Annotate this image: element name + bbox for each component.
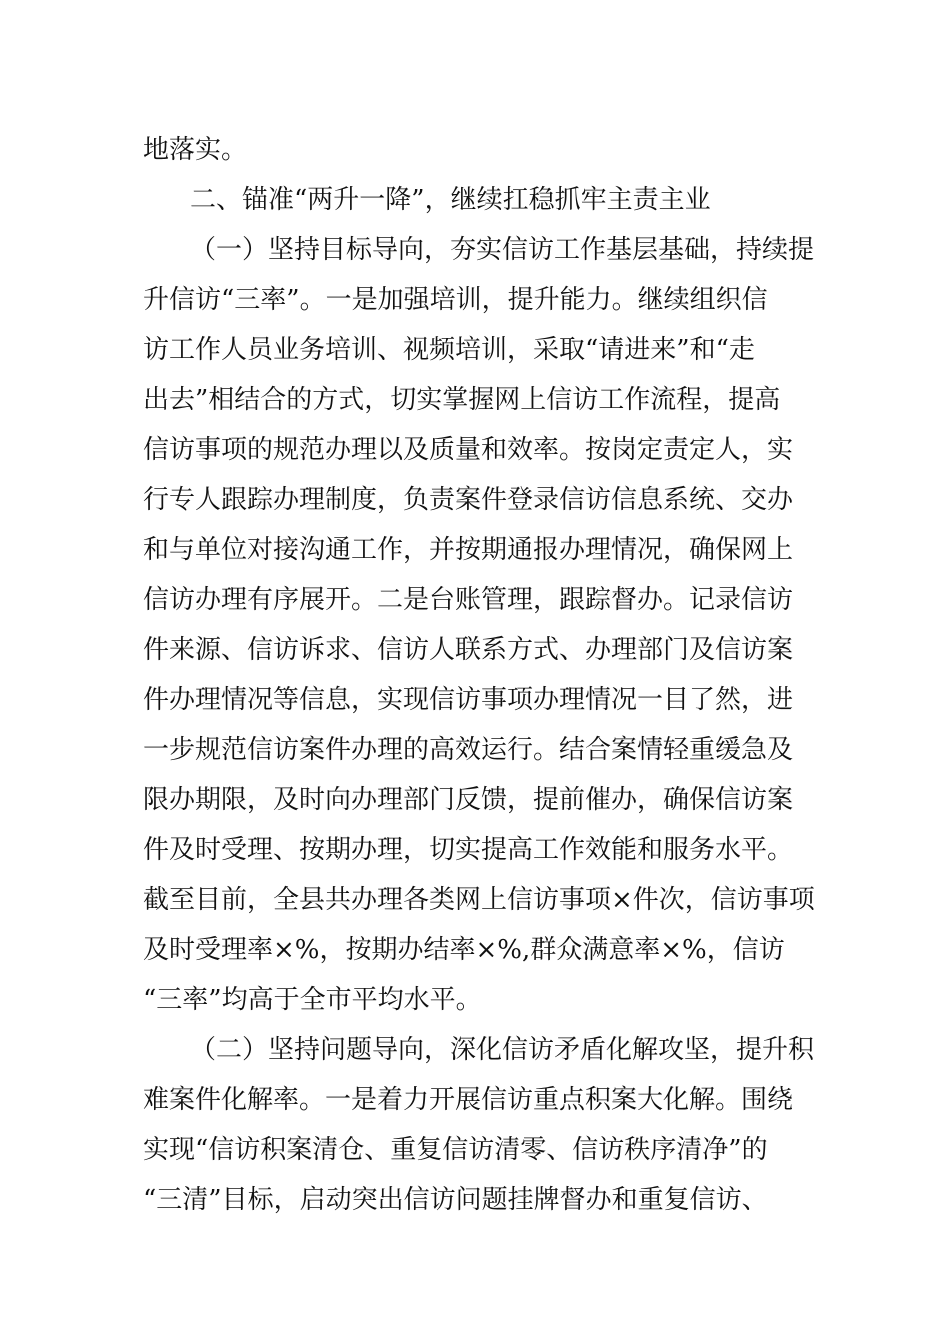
text-line-3: （一）坚持目标导向，夯实信访工作基层基础，持续提 bbox=[190, 235, 815, 265]
text-line-17: 及时受理率×%，按期办结率×%,群众满意率×%，信访 bbox=[143, 935, 785, 965]
text-line-10: 信访办理有序展开。二是台账管理，跟踪督办。记录信访 bbox=[143, 585, 794, 615]
text-line-11: 件来源、信访诉求、信访人联系方式、办理部门及信访案 bbox=[143, 635, 794, 665]
text-line-22: “三清”目标，启动突出信访问题挂牌督办和重复信访、 bbox=[143, 1185, 768, 1215]
text-line-15: 件及时受理、按期办理，切实提高工作效能和服务水平。 bbox=[143, 835, 794, 865]
text-line-16: 截至目前，全县共办理各类网上信访事项×件次，信访事项 bbox=[143, 885, 815, 915]
text-line-9: 和与单位对接沟通工作，并按期通报办理情况，确保网上 bbox=[143, 535, 794, 565]
text-line-12: 件办理情况等信息，实现信访事项办理情况一目了然，进 bbox=[143, 685, 794, 715]
text-line-6: 出去”相结合的方式，切实掌握网上信访工作流程，提高 bbox=[143, 385, 781, 415]
text-line-20: 难案件化解率。一是着力开展信访重点积案大化解。围绕 bbox=[143, 1085, 794, 1115]
text-line-18: “三率”均高于全市平均水平。 bbox=[143, 985, 482, 1015]
text-line-7: 信访事项的规范办理以及质量和效率。按岗定责定人，实 bbox=[143, 435, 794, 465]
section-heading: 二、锚准“两升一降”，继续扛稳抓牢主责主业 bbox=[190, 185, 711, 215]
text-line-1: 地落实。 bbox=[143, 135, 248, 165]
text-line-21: 实现“信访积案清仓、重复信访清零、信访秩序清净”的 bbox=[143, 1135, 768, 1165]
text-line-13: 一步规范信访案件办理的高效运行。结合案情轻重缓急及 bbox=[143, 735, 794, 765]
text-line-5: 访工作人员业务培训、视频培训，采取“请进来”和“走 bbox=[143, 335, 755, 365]
text-line-19: （二）坚持问题导向，深化信访矛盾化解攻坚，提升积 bbox=[190, 1035, 815, 1065]
text-line-8: 行专人跟踪办理制度，负责案件登录信访信息系统、交办 bbox=[143, 485, 794, 515]
text-line-14: 限办期限，及时向办理部门反馈，提前催办，确保信访案 bbox=[143, 785, 794, 815]
text-line-4: 升信访“三率”。一是加强培训，提升能力。继续组织信 bbox=[143, 285, 768, 315]
